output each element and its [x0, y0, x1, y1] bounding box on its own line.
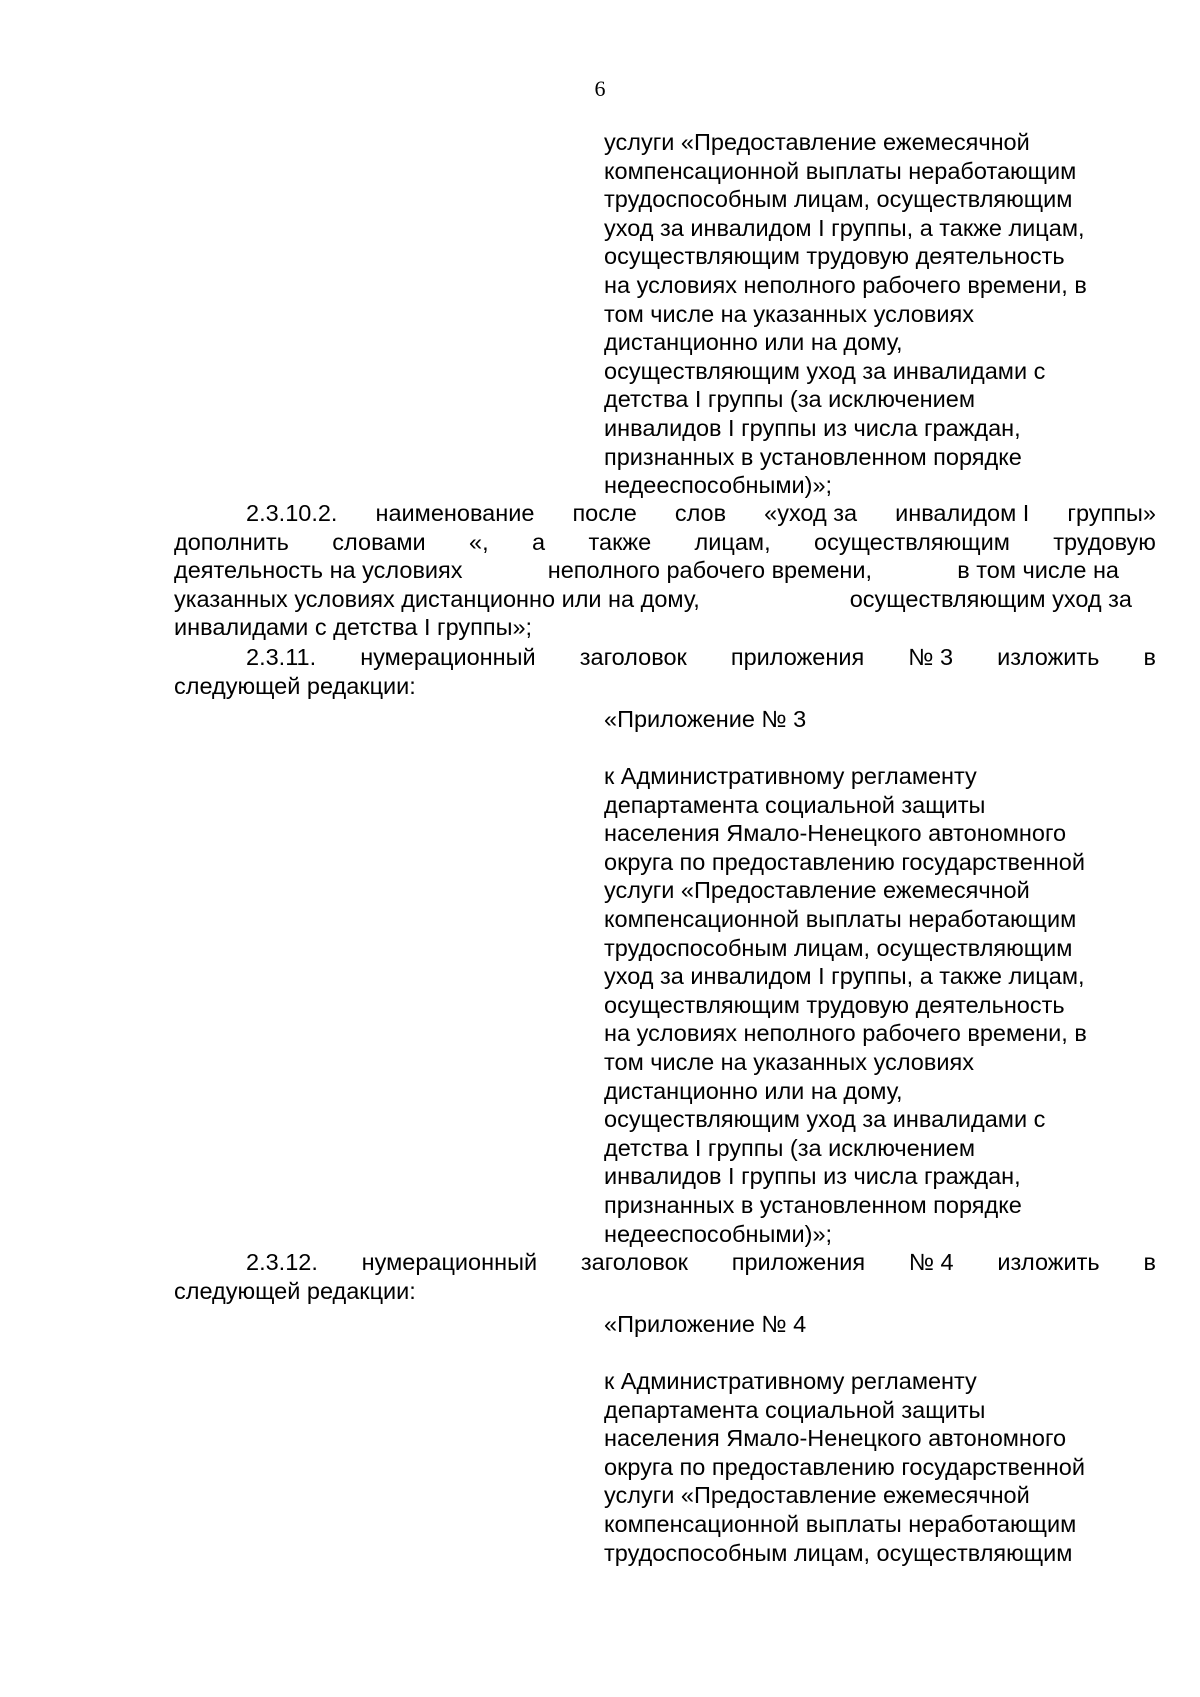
paragraph-2-3-11: [174, 643, 1156, 700]
text-line: недееспособными)»;: [604, 1220, 833, 1247]
text-line: осуществляющим трудовую деятельность: [604, 991, 1065, 1018]
text-line: округа по предоставлению государственной: [604, 848, 1085, 875]
word: словами: [332, 528, 426, 555]
paragraph-line: [174, 585, 1132, 614]
text-line: осуществляющим уход за инвалидами с: [604, 1106, 1046, 1133]
text-line: услуги «Предоставление ежемесячной: [604, 1482, 1030, 1509]
text-line: уход за инвалидом I группы, а также лицам,: [604, 963, 1085, 990]
text-line: инвалидов I группы из числа граждан,: [604, 414, 1021, 441]
word: «уход за: [764, 500, 858, 526]
word: также: [588, 528, 652, 555]
appendix-header-continuation: [604, 128, 1164, 500]
word: 2.3.11.: [246, 644, 317, 670]
text-line: уход за инвалидом I группы, а также лицам,: [604, 214, 1085, 241]
text-line: трудоспособным лицам, осуществляющим: [604, 934, 1073, 961]
word: № 4: [908, 1249, 954, 1275]
word: трудовую: [1053, 528, 1156, 555]
text-line: признанных в установленном порядке: [604, 1191, 1022, 1218]
word: инвалидом I: [895, 500, 1030, 526]
paragraph-line: [174, 499, 1156, 528]
word: изложить: [997, 644, 1100, 670]
word: дополнить: [174, 528, 289, 555]
text-line: дистанционно или на дому,: [604, 1077, 903, 1104]
appendix-4-title: «Приложение № 4: [604, 1311, 807, 1337]
text-line: детства I группы (за исключением: [604, 386, 975, 413]
text-line: недееспособными)»;: [604, 472, 833, 499]
word: наименование: [375, 500, 535, 526]
paragraph-line: [174, 1248, 1156, 1277]
text-line: к Административному регламенту: [604, 763, 977, 789]
text-line: осуществляющим уход за инвалидами с: [604, 357, 1046, 384]
text-line: инвалидов I группы из числа граждан,: [604, 1163, 1021, 1190]
word: № 3: [908, 644, 954, 670]
word: группы»: [1067, 500, 1156, 526]
paragraph-line: [174, 556, 1119, 585]
word: в: [1143, 644, 1156, 670]
page-number: 6: [594, 76, 606, 101]
text-line: компенсационной выплаты неработающим: [604, 157, 1077, 184]
text-segment: осуществляющим уход за: [849, 585, 1132, 612]
word: приложения: [730, 644, 865, 670]
word: нумерационный: [360, 644, 536, 670]
text-line: дистанционно или на дому,: [604, 329, 903, 356]
text-segment: в том числе на: [957, 557, 1119, 584]
text-line: детства I группы (за исключением: [604, 1134, 975, 1161]
word: а: [532, 528, 546, 555]
text-line: компенсационной выплаты неработающим: [604, 905, 1077, 932]
paragraph-2-3-12: [174, 1248, 1156, 1305]
text-line: признанных в установленном порядке: [604, 443, 1022, 470]
word: заголовок: [580, 1249, 688, 1275]
appendix-3-title: «Приложение № 3: [604, 706, 807, 732]
text-line: том числе на указанных условиях: [604, 1048, 974, 1075]
paragraph-line: инвалидами с детства I группы»;: [174, 614, 533, 641]
text-segment: неполного рабочего времени,: [547, 557, 873, 584]
word: «,: [469, 528, 489, 555]
paragraph-line: следующей редакции:: [174, 672, 416, 699]
text-line: компенсационной выплаты неработающим: [604, 1510, 1077, 1537]
word: заголовок: [579, 644, 687, 670]
word: 2.3.10.2.: [246, 500, 338, 526]
word: нумерационный: [361, 1249, 538, 1275]
paragraph-line: [174, 643, 1156, 672]
text-line: департамента социальной защиты: [604, 1396, 986, 1423]
paragraph-line: [174, 528, 1156, 557]
appendix-3-header: [604, 762, 1164, 1248]
text-line: департамента социальной защиты: [604, 791, 986, 818]
word: приложения: [731, 1249, 866, 1275]
appendix-4-header: [604, 1367, 1164, 1567]
text-line: трудоспособным лицам, осуществляющим: [604, 1539, 1073, 1566]
text-line: услуги «Предоставление ежемесячной: [604, 877, 1030, 904]
word: 2.3.12.: [246, 1249, 318, 1275]
text-line: том числе на указанных условиях: [604, 300, 974, 327]
word: осуществляющим: [814, 528, 1010, 555]
word: лицам,: [694, 528, 771, 555]
text-line: на условиях неполного рабочего времени, в: [604, 271, 1087, 298]
text-line: трудоспособным лицам, осуществляющим: [604, 186, 1073, 213]
paragraph-2-3-10-2: [174, 499, 1156, 642]
text-line: к Административному регламенту: [604, 1368, 977, 1394]
text-line: населения Ямало-Ненецкого автономного: [604, 1425, 1067, 1452]
paragraph-line: следующей редакции:: [174, 1277, 416, 1304]
word: в: [1143, 1249, 1156, 1275]
text-segment: указанных условиях дистанционно или на дому,: [174, 585, 700, 612]
text-line: населения Ямало-Ненецкого автономного: [604, 820, 1067, 847]
text-line: услуги «Предоставление ежемесячной: [604, 129, 1030, 155]
text-line: на условиях неполного рабочего времени, в: [604, 1020, 1087, 1047]
text-segment: деятельность на условиях: [174, 557, 463, 584]
text-line: округа по предоставлению государственной: [604, 1453, 1085, 1480]
text-line: осуществляющим трудовую деятельность: [604, 243, 1065, 270]
word: изложить: [997, 1249, 1100, 1275]
word: после: [572, 500, 637, 526]
word: слов: [674, 500, 727, 526]
